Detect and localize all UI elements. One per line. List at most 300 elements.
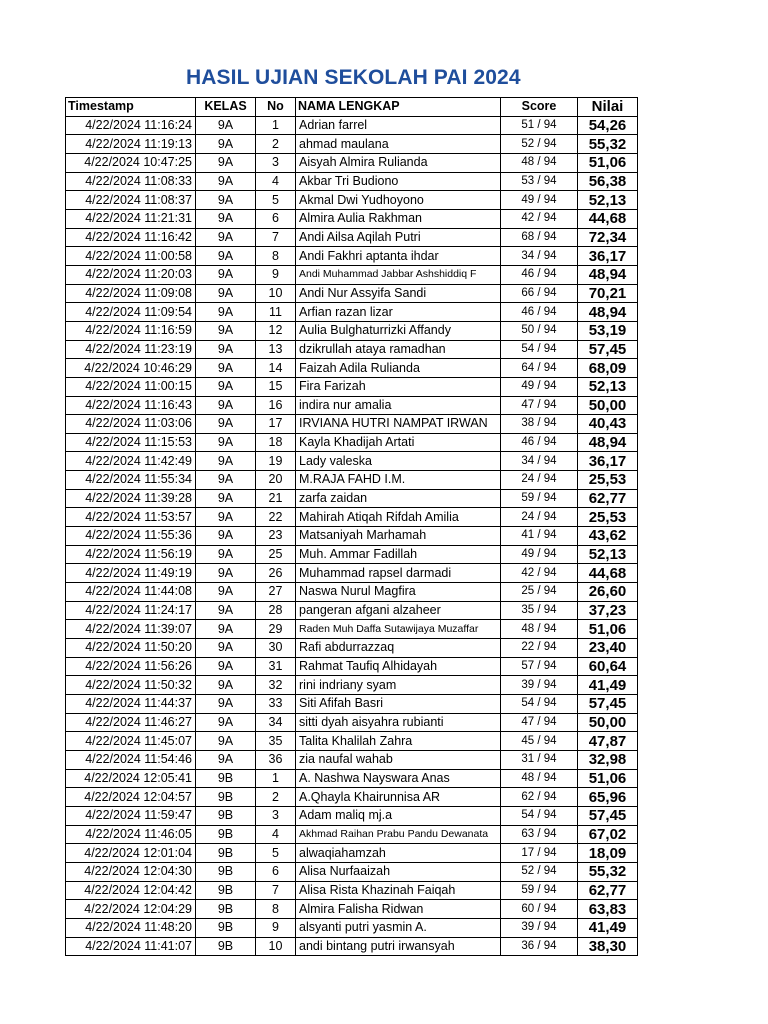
cell-timestamp: 4/22/2024 11:39:28 (66, 489, 196, 508)
cell-score: 45 / 94 (501, 732, 578, 751)
cell-timestamp: 4/22/2024 11:39:07 (66, 620, 196, 639)
cell-no: 3 (256, 806, 296, 825)
cell-score: 54 / 94 (501, 695, 578, 714)
cell-kelas: 9B (196, 844, 256, 863)
cell-nilai: 50,00 (578, 396, 638, 415)
table-row (66, 900, 638, 919)
cell-score: 66 / 94 (501, 284, 578, 303)
cell-kelas: 9A (196, 433, 256, 452)
cell-no: 26 (256, 564, 296, 583)
cell-no: 19 (256, 452, 296, 471)
cell-timestamp: 4/22/2024 11:49:19 (66, 564, 196, 583)
cell-score: 63 / 94 (501, 825, 578, 844)
cell-score: 52 / 94 (501, 862, 578, 881)
cell-no: 25 (256, 545, 296, 564)
cell-nama: Akbar Tri Budiono (296, 172, 501, 191)
cell-no: 27 (256, 583, 296, 602)
cell-kelas: 9B (196, 825, 256, 844)
cell-nilai: 41,49 (578, 918, 638, 937)
cell-score: 49 / 94 (501, 191, 578, 210)
cell-score: 46 / 94 (501, 303, 578, 322)
cell-nama: Matsaniyah Marhamah (296, 527, 501, 546)
cell-score: 38 / 94 (501, 415, 578, 434)
cell-nama: Andi Fakhri aptanta ihdar (296, 247, 501, 266)
cell-no: 8 (256, 900, 296, 919)
cell-timestamp: 4/22/2024 11:08:37 (66, 191, 196, 210)
cell-nilai: 67,02 (578, 825, 638, 844)
cell-no: 22 (256, 508, 296, 527)
cell-no: 1 (256, 769, 296, 788)
cell-kelas: 9B (196, 788, 256, 807)
cell-score: 51 / 94 (501, 116, 578, 135)
cell-nilai: 38,30 (578, 937, 638, 956)
cell-nama: Aulia Bulghaturrizki Affandy (296, 321, 501, 340)
cell-nama: Arfian razan lizar (296, 303, 501, 322)
cell-nama: Alisa Rista Khazinah Faiqah (296, 881, 501, 900)
cell-timestamp: 4/22/2024 11:19:13 (66, 135, 196, 154)
cell-kelas: 9A (196, 359, 256, 378)
cell-timestamp: 4/22/2024 11:20:03 (66, 265, 196, 284)
cell-nama: Almira Falisha Ridwan (296, 900, 501, 919)
cell-kelas: 9A (196, 620, 256, 639)
cell-score: 22 / 94 (501, 639, 578, 658)
cell-score: 39 / 94 (501, 676, 578, 695)
cell-kelas: 9A (196, 191, 256, 210)
cell-timestamp: 4/22/2024 11:56:26 (66, 657, 196, 676)
cell-nama: Muh. Ammar Fadillah (296, 545, 501, 564)
table-row (66, 825, 638, 844)
cell-nilai: 54,26 (578, 116, 638, 135)
cell-nilai: 57,45 (578, 806, 638, 825)
cell-score: 48 / 94 (501, 620, 578, 639)
cell-nilai: 37,23 (578, 601, 638, 620)
cell-nilai: 63,83 (578, 900, 638, 919)
cell-timestamp: 4/22/2024 11:45:07 (66, 732, 196, 751)
cell-timestamp: 4/22/2024 11:56:19 (66, 545, 196, 564)
cell-kelas: 9A (196, 321, 256, 340)
cell-kelas: 9A (196, 489, 256, 508)
cell-nama: Alisa Nurfaaizah (296, 862, 501, 881)
cell-no: 5 (256, 844, 296, 863)
cell-nilai: 23,40 (578, 639, 638, 658)
table-row (66, 788, 638, 807)
cell-kelas: 9A (196, 228, 256, 247)
cell-timestamp: 4/22/2024 11:59:47 (66, 806, 196, 825)
table-row (66, 153, 638, 172)
cell-nilai: 41,49 (578, 676, 638, 695)
cell-timestamp: 4/22/2024 12:04:57 (66, 788, 196, 807)
cell-timestamp: 4/22/2024 11:00:15 (66, 377, 196, 396)
cell-kelas: 9A (196, 340, 256, 359)
cell-nilai: 57,45 (578, 695, 638, 714)
header-no: No (256, 98, 296, 117)
cell-nilai: 70,21 (578, 284, 638, 303)
cell-no: 20 (256, 471, 296, 490)
cell-timestamp: 4/22/2024 11:09:54 (66, 303, 196, 322)
cell-nilai: 32,98 (578, 750, 638, 769)
cell-score: 36 / 94 (501, 937, 578, 956)
cell-timestamp: 4/22/2024 11:53:57 (66, 508, 196, 527)
cell-score: 49 / 94 (501, 545, 578, 564)
table-row (66, 564, 638, 583)
cell-nilai: 18,09 (578, 844, 638, 863)
cell-no: 14 (256, 359, 296, 378)
cell-timestamp: 4/22/2024 11:23:19 (66, 340, 196, 359)
cell-kelas: 9A (196, 639, 256, 658)
cell-timestamp: 4/22/2024 10:47:25 (66, 153, 196, 172)
cell-nama: Adam maliq mj.a (296, 806, 501, 825)
cell-timestamp: 4/22/2024 12:04:42 (66, 881, 196, 900)
cell-no: 21 (256, 489, 296, 508)
cell-nama: Kayla Khadijah Artati (296, 433, 501, 452)
cell-nama: Mahirah Atiqah Rifdah Amilia (296, 508, 501, 527)
cell-nama: Talita Khalilah Zahra (296, 732, 501, 751)
cell-timestamp: 4/22/2024 10:46:29 (66, 359, 196, 378)
table-row (66, 676, 638, 695)
cell-nilai: 53,19 (578, 321, 638, 340)
table-row (66, 732, 638, 751)
cell-score: 46 / 94 (501, 265, 578, 284)
cell-score: 49 / 94 (501, 377, 578, 396)
table-row (66, 209, 638, 228)
cell-nama: Muhammad rapsel darmadi (296, 564, 501, 583)
cell-no: 16 (256, 396, 296, 415)
cell-score: 42 / 94 (501, 209, 578, 228)
cell-score: 59 / 94 (501, 489, 578, 508)
cell-nilai: 72,34 (578, 228, 638, 247)
cell-nama: Almira Aulia Rakhman (296, 209, 501, 228)
cell-timestamp: 4/22/2024 11:46:05 (66, 825, 196, 844)
cell-nilai: 51,06 (578, 620, 638, 639)
cell-nilai: 57,45 (578, 340, 638, 359)
cell-score: 64 / 94 (501, 359, 578, 378)
cell-nilai: 44,68 (578, 564, 638, 583)
cell-kelas: 9B (196, 769, 256, 788)
cell-nama: zarfa zaidan (296, 489, 501, 508)
table-row (66, 116, 638, 135)
cell-kelas: 9A (196, 564, 256, 583)
cell-score: 25 / 94 (501, 583, 578, 602)
cell-score: 35 / 94 (501, 601, 578, 620)
cell-nama: pangeran afgani alzaheer (296, 601, 501, 620)
cell-nama: Rafi abdurrazzaq (296, 639, 501, 658)
cell-kelas: 9A (196, 265, 256, 284)
cell-nilai: 48,94 (578, 433, 638, 452)
cell-nilai: 26,60 (578, 583, 638, 602)
cell-nilai: 62,77 (578, 881, 638, 900)
table-row (66, 228, 638, 247)
cell-nilai: 62,77 (578, 489, 638, 508)
cell-no: 1 (256, 116, 296, 135)
table-row (66, 750, 638, 769)
cell-no: 6 (256, 209, 296, 228)
cell-nilai: 60,64 (578, 657, 638, 676)
table-row (66, 321, 638, 340)
cell-no: 4 (256, 172, 296, 191)
cell-kelas: 9A (196, 750, 256, 769)
cell-nilai: 65,96 (578, 788, 638, 807)
cell-score: 60 / 94 (501, 900, 578, 919)
table-row (66, 471, 638, 490)
cell-no: 4 (256, 825, 296, 844)
cell-score: 17 / 94 (501, 844, 578, 863)
header-timestamp: Timestamp (66, 98, 196, 117)
table-row (66, 713, 638, 732)
cell-nama: ahmad maulana (296, 135, 501, 154)
cell-kelas: 9A (196, 471, 256, 490)
cell-score: 47 / 94 (501, 396, 578, 415)
cell-nama: Andi Nur Assyifa Sandi (296, 284, 501, 303)
cell-nama: sitti dyah aisyahra rubianti (296, 713, 501, 732)
cell-nama: dzikrullah ataya ramadhan (296, 340, 501, 359)
cell-kelas: 9A (196, 415, 256, 434)
cell-score: 46 / 94 (501, 433, 578, 452)
cell-timestamp: 4/22/2024 11:41:07 (66, 937, 196, 956)
cell-nama: zia naufal wahab (296, 750, 501, 769)
cell-nama: Akhmad Raihan Prabu Pandu Dewanata (296, 825, 501, 844)
table-row (66, 415, 638, 434)
cell-no: 23 (256, 527, 296, 546)
table-row (66, 620, 638, 639)
cell-nama: M.RAJA FAHD I.M. (296, 471, 501, 490)
cell-kelas: 9A (196, 396, 256, 415)
cell-nama: alwaqiahamzah (296, 844, 501, 863)
table-row (66, 769, 638, 788)
cell-no: 9 (256, 265, 296, 284)
cell-kelas: 9A (196, 583, 256, 602)
cell-timestamp: 4/22/2024 11:42:49 (66, 452, 196, 471)
cell-nilai: 25,53 (578, 471, 638, 490)
cell-score: 24 / 94 (501, 471, 578, 490)
table-row (66, 918, 638, 937)
cell-nilai: 51,06 (578, 153, 638, 172)
cell-no: 33 (256, 695, 296, 714)
cell-nama: Andi Muhammad Jabbar Ashshiddiq F (296, 265, 501, 284)
cell-timestamp: 4/22/2024 11:54:46 (66, 750, 196, 769)
cell-kelas: 9A (196, 172, 256, 191)
cell-no: 2 (256, 788, 296, 807)
cell-score: 59 / 94 (501, 881, 578, 900)
cell-timestamp: 4/22/2024 11:16:24 (66, 116, 196, 135)
cell-timestamp: 4/22/2024 11:46:27 (66, 713, 196, 732)
cell-kelas: 9B (196, 862, 256, 881)
cell-timestamp: 4/22/2024 11:16:59 (66, 321, 196, 340)
cell-kelas: 9A (196, 713, 256, 732)
cell-score: 42 / 94 (501, 564, 578, 583)
cell-no: 35 (256, 732, 296, 751)
cell-no: 7 (256, 881, 296, 900)
cell-nama: indira nur amalia (296, 396, 501, 415)
cell-score: 39 / 94 (501, 918, 578, 937)
header-kelas: KELAS (196, 98, 256, 117)
cell-no: 7 (256, 228, 296, 247)
cell-nama: A. Nashwa Nayswara Anas (296, 769, 501, 788)
cell-no: 6 (256, 862, 296, 881)
cell-no: 15 (256, 377, 296, 396)
cell-no: 11 (256, 303, 296, 322)
cell-nama: alsyanti putri yasmin A. (296, 918, 501, 937)
cell-kelas: 9A (196, 732, 256, 751)
cell-score: 24 / 94 (501, 508, 578, 527)
cell-timestamp: 4/22/2024 11:21:31 (66, 209, 196, 228)
cell-score: 68 / 94 (501, 228, 578, 247)
cell-no: 18 (256, 433, 296, 452)
cell-no: 10 (256, 937, 296, 956)
cell-kelas: 9A (196, 508, 256, 527)
cell-timestamp: 4/22/2024 11:55:36 (66, 527, 196, 546)
table-row (66, 452, 638, 471)
table-row (66, 583, 638, 602)
cell-no: 12 (256, 321, 296, 340)
cell-nama: Andi Ailsa Aqilah Putri (296, 228, 501, 247)
cell-timestamp: 4/22/2024 11:16:43 (66, 396, 196, 415)
table-row (66, 862, 638, 881)
table-row (66, 284, 638, 303)
cell-timestamp: 4/22/2024 11:44:37 (66, 695, 196, 714)
table-row (66, 172, 638, 191)
cell-score: 47 / 94 (501, 713, 578, 732)
cell-score: 48 / 94 (501, 769, 578, 788)
cell-no: 5 (256, 191, 296, 210)
cell-nama: andi bintang putri irwansyah (296, 937, 501, 956)
cell-kelas: 9A (196, 657, 256, 676)
cell-kelas: 9A (196, 377, 256, 396)
cell-timestamp: 4/22/2024 11:24:17 (66, 601, 196, 620)
cell-nilai: 52,13 (578, 191, 638, 210)
table-row (66, 191, 638, 210)
page-title: HASIL UJIAN SEKOLAH PAI 2024 (186, 66, 521, 89)
cell-no: 31 (256, 657, 296, 676)
cell-score: 57 / 94 (501, 657, 578, 676)
cell-nilai: 36,17 (578, 247, 638, 266)
cell-score: 34 / 94 (501, 247, 578, 266)
table-row (66, 657, 638, 676)
cell-timestamp: 4/22/2024 11:48:20 (66, 918, 196, 937)
table-row (66, 489, 638, 508)
table-row (66, 844, 638, 863)
table-row (66, 340, 638, 359)
cell-timestamp: 4/22/2024 11:08:33 (66, 172, 196, 191)
cell-score: 41 / 94 (501, 527, 578, 546)
cell-nilai: 55,32 (578, 135, 638, 154)
cell-timestamp: 4/22/2024 12:05:41 (66, 769, 196, 788)
results-table (65, 97, 638, 956)
cell-score: 48 / 94 (501, 153, 578, 172)
cell-no: 28 (256, 601, 296, 620)
cell-nama: Aisyah Almira Rulianda (296, 153, 501, 172)
cell-kelas: 9A (196, 247, 256, 266)
cell-no: 13 (256, 340, 296, 359)
cell-score: 54 / 94 (501, 340, 578, 359)
cell-no: 9 (256, 918, 296, 937)
cell-timestamp: 4/22/2024 11:09:08 (66, 284, 196, 303)
cell-no: 36 (256, 750, 296, 769)
cell-no: 3 (256, 153, 296, 172)
cell-no: 32 (256, 676, 296, 695)
cell-nama: Adrian farrel (296, 116, 501, 135)
cell-score: 62 / 94 (501, 788, 578, 807)
table-row (66, 527, 638, 546)
cell-timestamp: 4/22/2024 11:15:53 (66, 433, 196, 452)
cell-timestamp: 4/22/2024 12:04:29 (66, 900, 196, 919)
cell-score: 31 / 94 (501, 750, 578, 769)
cell-nilai: 51,06 (578, 769, 638, 788)
table-row (66, 396, 638, 415)
table-row (66, 247, 638, 266)
cell-score: 53 / 94 (501, 172, 578, 191)
table-row (66, 937, 638, 956)
header-nama: NAMA LENGKAP (296, 98, 501, 117)
cell-timestamp: 4/22/2024 11:55:34 (66, 471, 196, 490)
table-row (66, 601, 638, 620)
cell-nilai: 40,43 (578, 415, 638, 434)
cell-timestamp: 4/22/2024 11:50:20 (66, 639, 196, 658)
cell-nilai: 48,94 (578, 265, 638, 284)
cell-timestamp: 4/22/2024 11:03:06 (66, 415, 196, 434)
cell-kelas: 9A (196, 284, 256, 303)
header-nilai: Nilai (578, 98, 638, 117)
cell-nama: IRVIANA HUTRI NAMPAT IRWAN (296, 415, 501, 434)
cell-nilai: 68,09 (578, 359, 638, 378)
cell-no: 30 (256, 639, 296, 658)
table-header-row (66, 98, 638, 117)
cell-kelas: 9A (196, 135, 256, 154)
cell-score: 52 / 94 (501, 135, 578, 154)
cell-nilai: 56,38 (578, 172, 638, 191)
cell-kelas: 9A (196, 452, 256, 471)
table-row (66, 303, 638, 322)
cell-no: 34 (256, 713, 296, 732)
cell-nama: Naswa Nurul Magfira (296, 583, 501, 602)
cell-nama: Raden Muh Daffa Sutawijaya Muzaffar (296, 620, 501, 639)
cell-kelas: 9A (196, 527, 256, 546)
cell-kelas: 9A (196, 545, 256, 564)
cell-kelas: 9A (196, 116, 256, 135)
cell-nilai: 55,32 (578, 862, 638, 881)
cell-nilai: 52,13 (578, 377, 638, 396)
cell-nilai: 43,62 (578, 527, 638, 546)
table-row (66, 806, 638, 825)
cell-kelas: 9B (196, 806, 256, 825)
cell-nilai: 48,94 (578, 303, 638, 322)
cell-kelas: 9B (196, 918, 256, 937)
cell-nilai: 52,13 (578, 545, 638, 564)
cell-nilai: 44,68 (578, 209, 638, 228)
cell-timestamp: 4/22/2024 11:00:58 (66, 247, 196, 266)
cell-no: 10 (256, 284, 296, 303)
cell-kelas: 9B (196, 937, 256, 956)
cell-score: 50 / 94 (501, 321, 578, 340)
table-row (66, 881, 638, 900)
cell-timestamp: 4/22/2024 12:04:30 (66, 862, 196, 881)
cell-kelas: 9A (196, 601, 256, 620)
cell-nilai: 47,87 (578, 732, 638, 751)
cell-kelas: 9B (196, 881, 256, 900)
table-row (66, 695, 638, 714)
cell-timestamp: 4/22/2024 11:50:32 (66, 676, 196, 695)
table-body (66, 116, 638, 956)
cell-nama: rini indriany syam (296, 676, 501, 695)
cell-nama: Lady valeska (296, 452, 501, 471)
cell-nama: Fira Farizah (296, 377, 501, 396)
cell-nama: A.Qhayla Khairunnisa AR (296, 788, 501, 807)
cell-kelas: 9A (196, 303, 256, 322)
cell-score: 54 / 94 (501, 806, 578, 825)
cell-nama: Faizah Adila Rulianda (296, 359, 501, 378)
cell-kelas: 9B (196, 900, 256, 919)
cell-no: 8 (256, 247, 296, 266)
table-row (66, 377, 638, 396)
